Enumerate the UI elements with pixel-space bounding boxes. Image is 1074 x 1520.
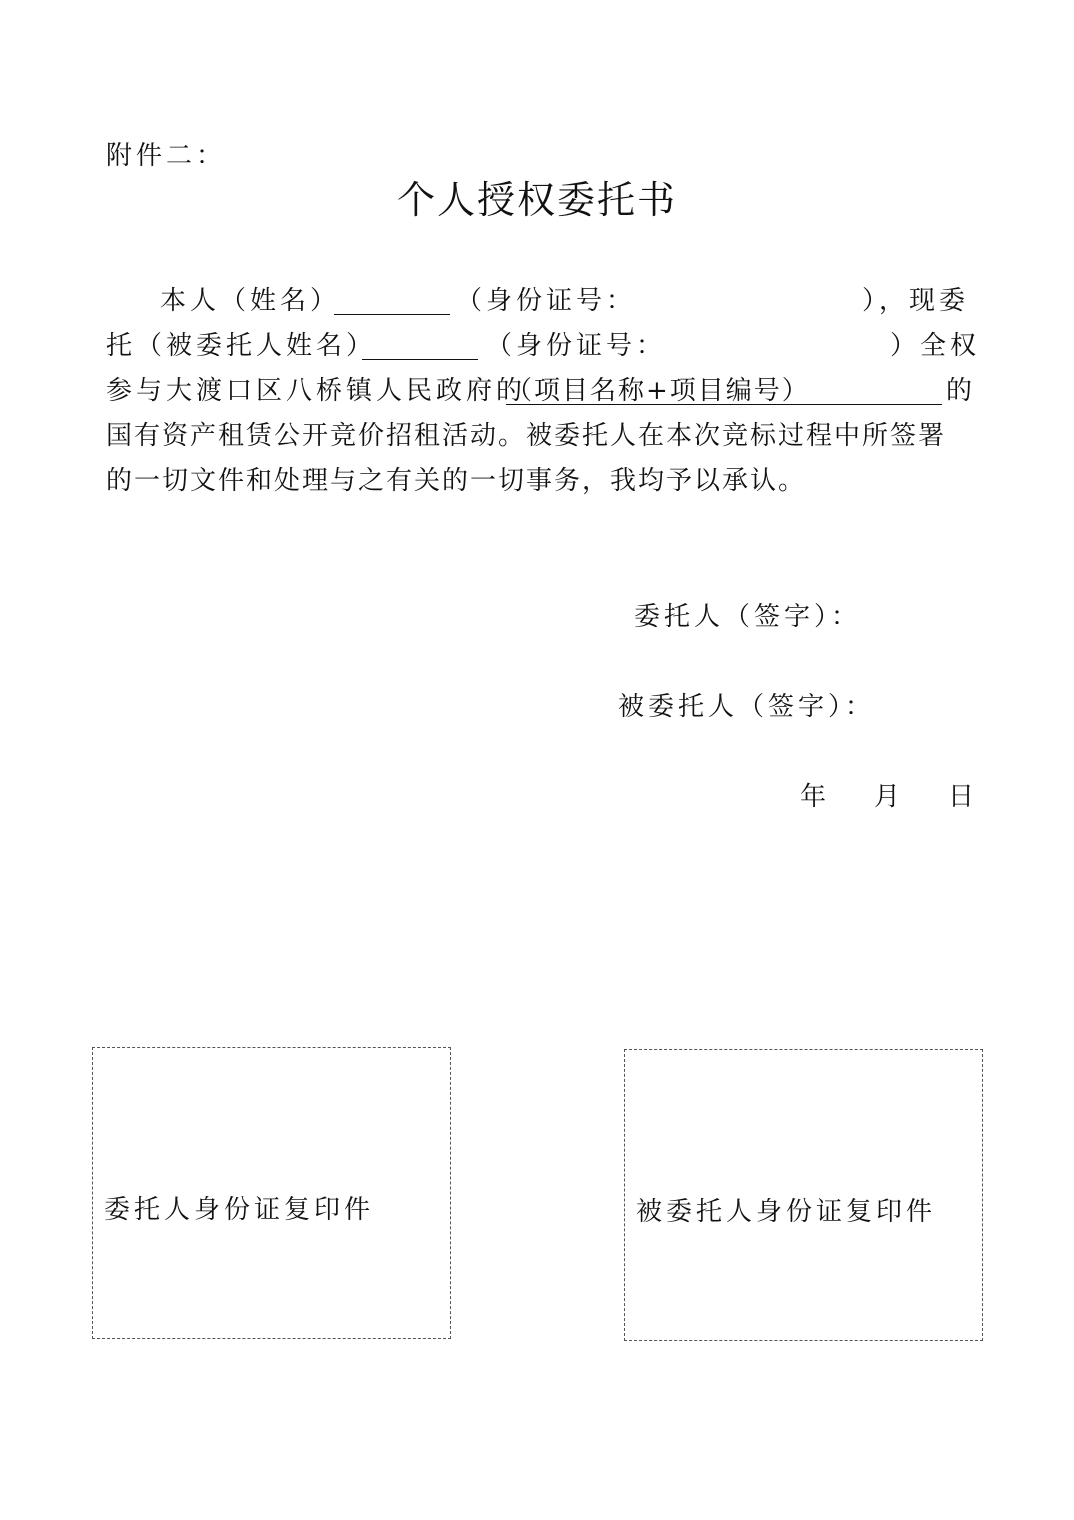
principal-id-copy-box [92,1047,451,1339]
document-title: 个人授权委托书 [396,178,677,222]
attachment-label: 附件二： [106,141,227,171]
body-line1-end: ），现委 [862,286,970,316]
agent-id-copy-label: 被委托人身份证复印件 [636,1197,937,1227]
body-line2-end: ）全权 [890,331,981,361]
principal-id-copy-label: 委托人身份证复印件 [104,1195,375,1225]
principal-signature-label: 委托人（签字）： [634,602,862,632]
body-line5: 的一切文件和处理与之有关的一切事务，我均予以承认。 [106,466,807,496]
project-name-placeholder: （项目名称+项目编号） [506,376,810,406]
principal-name-blank [334,314,450,315]
agent-name-blank [362,359,478,360]
body-line2-id-label: （身份证号： [486,331,667,361]
project-underline [506,404,942,405]
agent-signature-label: 被委托人（签字）： [618,692,876,722]
date-year: 年 [800,782,827,812]
body-line3-end: 的 [946,376,977,406]
body-line1-id-label: （身份证号： [456,286,637,316]
body-line4: 国有资产租赁公开竞价招租活动。被委托人在本次竞标过程中所签署 [106,421,947,451]
body-line3-start: 参与大渡口区八桥镇人民政府的 [106,376,527,406]
body-line1-name-label: 本人（姓名） [160,286,341,316]
body-line2-agent-label: 托（被委托人姓名） [106,331,377,361]
agent-id-copy-box [624,1049,983,1341]
date-month: 月 [874,782,901,812]
date-day: 日 [948,782,975,812]
